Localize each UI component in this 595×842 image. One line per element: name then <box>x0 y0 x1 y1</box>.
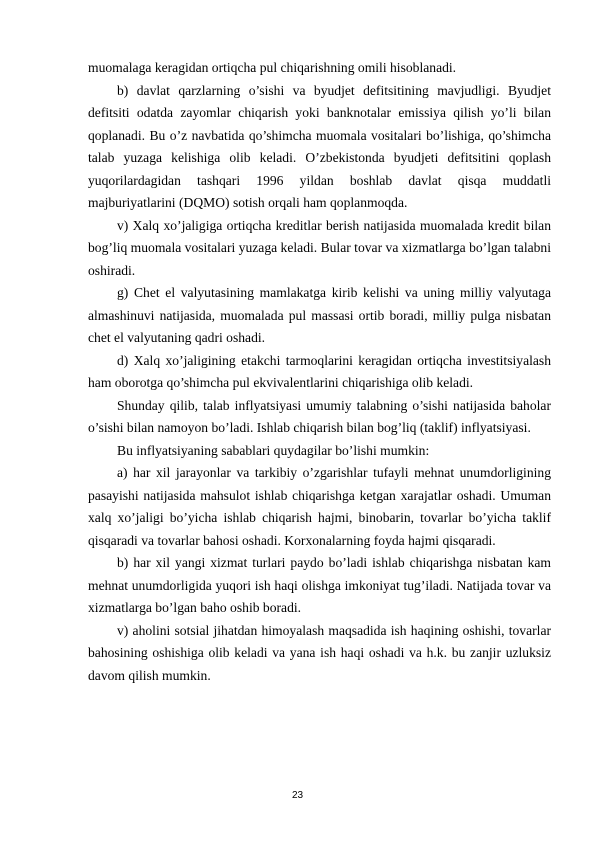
document-body <box>88 57 551 687</box>
paragraph-causes-intro: Bu inflyatsiyaning sabablari quydagilar bo’lishi mumkin: <box>117 442 430 458</box>
paragraph-continuation: muomalaga keragidan ortiqcha pul chiqarishning omili hisoblanadi. <box>88 60 457 75</box>
paragraph-item-g-foreign-currency: g) Chet el valyutasining mamlakatga kirib kelishi va uning milliy valyutaga almashinuvi natijasida, muomalada pul massasi ortib boradi, milliy pulga nisbatan chet el valyutaning qadri oshadi. <box>88 285 551 345</box>
paragraph-item-v-social-protection: v) aholini sotsial jihatdan himoyalash maqsadida ish haqining oshishi, tovarlar bahosining oshishiga olib keladi va yana ish haqi oshadi va h.k. bu zanjir uzluksiz davom qilish mumkin. <box>88 622 551 683</box>
paragraph-item-d-investment: d) Xalq xo’jaligining etakchi tarmoqlarini keragidan ortiqcha investitsiyalash ham oborotga qo’shimcha pul ekvivalentlarini chiqarishiga olib keladi. <box>88 352 551 390</box>
paragraph-item-v-credits: v) Xalq xo’jaligiga ortiqcha kreditlar berish natijasida muomalada kredit bilan bog’liq muomala vositalari yuzaga keladi. Bular tovar va xizmatlarga bo’lgan talabni oshiradi. <box>88 217 551 278</box>
page-number: 23 <box>291 790 304 801</box>
paragraph-item-b-budget-deficit: b) davlat qarzlarning o’sishi va byudjet defitsitining mavjudligi. Byudjet defitsiti odatda zayomlar chiqarish yoki banknotalar emissiya qilish yo’li bilan qoplanadi. Bu o’z navbatida qo’shimcha muomala vositalari bo’lishiga, qo’shimcha talab yuzaga kelishiga olib keladi. O’zbekistonda byudjeti defitsitini qoplash yuqorilardagidan tashqari 1996 yildan boshlab davlat qisqa muddatli majburiyatlarini (DQMO) sotish orqali ham qoplanmoqda. <box>88 82 551 210</box>
paragraph-item-a-productivity: a) har xil jarayonlar va tarkibiy o’zgarishlar tufayli mehnat unumdorligining pasayishi natijasida mahsulot ishlab chiqarishga ketgan xarajatlar oshadi. Umuman xalq xo’jaligi bo’yicha ishlab chiqarish hajmi, binobarin, tovarlar bo’yicha taklif qisqaradi va tovarlar bahosi oshadi. Korxonalarning foyda hajmi qisqaradi. <box>88 465 551 548</box>
paragraph-item-b-services: b) har xil yangi xizmat turlari paydo bo’ladi ishlab chiqarishga nisbatan kam mehnat unumdorligida yuqori ish haqi olishga imkoniyat tug’iladi. Natijada tovar va xizmatlarga bo’lgan baho oshib boradi. <box>88 555 551 615</box>
paragraph-summary: Shunday qilib, talab inflyatsiyasi umumiy talabning o’sishi natijasida baholar o’sishi bilan namoyon bo’ladi. Ishlab chiqarish bilan bog’liq (taklif) inflyatsiyasi. <box>88 397 551 435</box>
